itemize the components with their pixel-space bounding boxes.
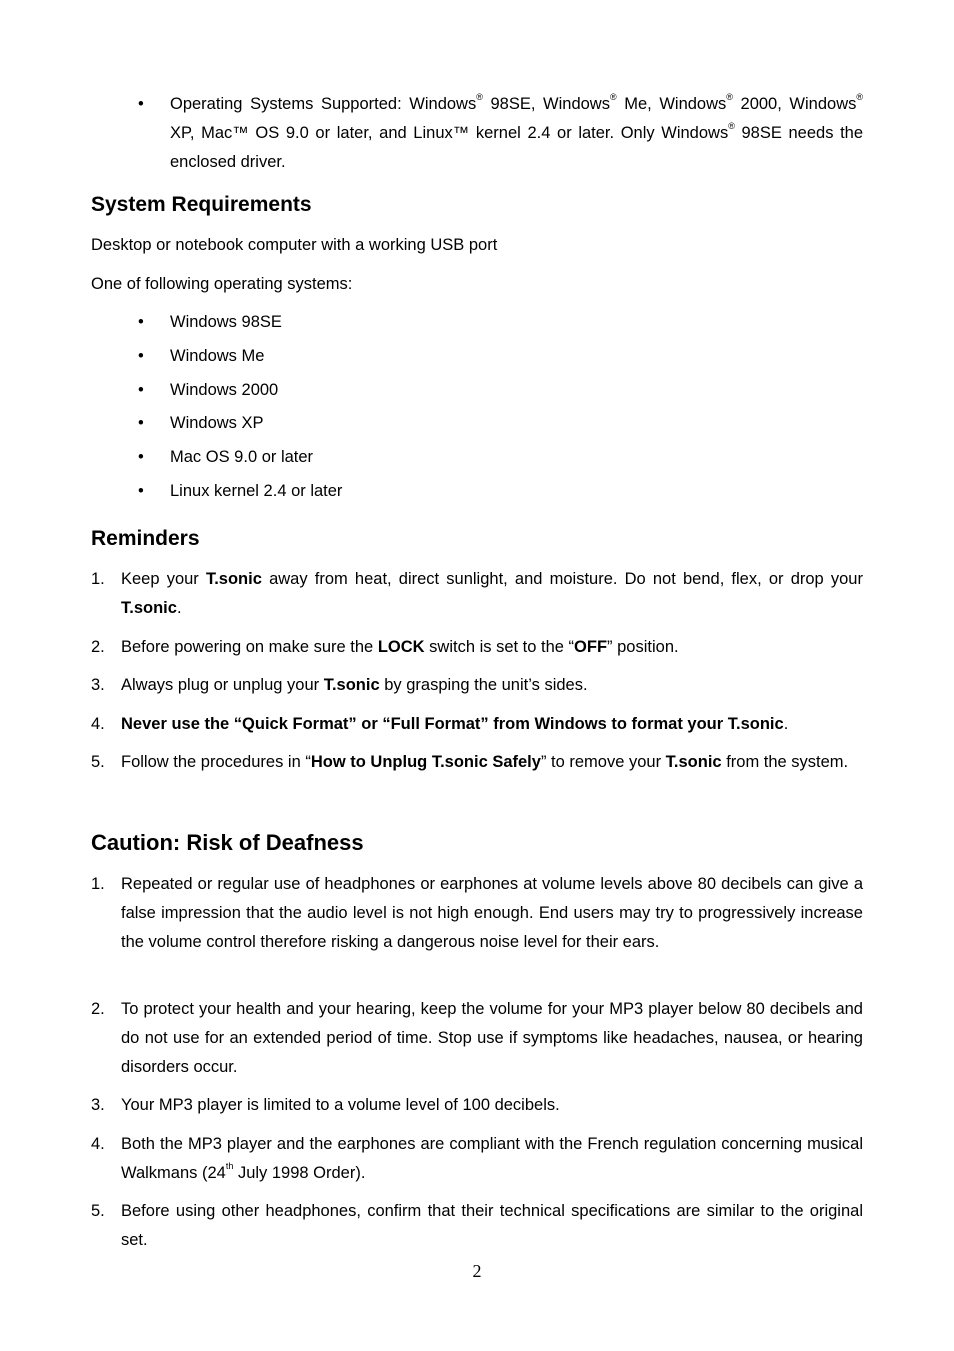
- bullet-icon: •: [138, 347, 144, 365]
- requirement-usb-port: Desktop or notebook computer with a working USB port: [91, 236, 498, 254]
- caution-item-3: 3. Your MP3 player is limited to a volume level of 100 decibels.: [91, 1096, 560, 1114]
- bullet-icon: •: [138, 381, 144, 399]
- bullet-icon: •: [138, 313, 144, 331]
- bullet-icon: •: [138, 414, 144, 432]
- reminder-item-4: 4. Never use the “Quick Format” or “Full Format” from Windows to format your T.sonic.: [91, 715, 789, 733]
- caution-item-1: 1. Repeated or regular use of headphones or earphones at volume levels above 80 decibels can give a false impression that the audio level is not high enough. End users may try to progressively increase the volume control therefore risking a dangerous noise level for their ears.: [91, 875, 863, 951]
- supported-os-bullet: • Operating Systems Supported: Windows® 98SE, Windows® Me, Windows® 2000, Windows® XP, Mac™ OS 9.0 or later, and Linux™ kernel 2.4 or later. Only Windows® 98SE needs the enclosed driver.: [138, 91, 864, 171]
- os-list-item: • Windows XP: [170, 409, 863, 438]
- reminder-item-5: 5. Follow the procedures in “How to Unplug T.sonic Safely” to remove your T.sonic from the system.: [91, 753, 849, 771]
- os-list-item: • Windows Me: [170, 342, 863, 371]
- os-list-item: • Windows 98SE: [170, 308, 863, 337]
- bullet-icon: •: [138, 482, 144, 500]
- reminder-item-1: 1. Keep your T.sonic away from heat, direct sunlight, and moisture. Do not bend, flex, or drop your T.sonic.: [91, 570, 863, 617]
- requirement-os-intro: One of following operating systems:: [91, 275, 353, 293]
- os-list-item: • Windows 2000: [170, 376, 863, 405]
- reminder-item-3: 3. Always plug or unplug your T.sonic by grasping the unit’s sides.: [91, 676, 588, 694]
- bullet-icon: •: [138, 448, 144, 466]
- caution-item-4: 4. Both the MP3 player and the earphones are compliant with the French regulation concerning musical Walkmans (24th July 1998 Order).: [91, 1135, 863, 1182]
- caution-item-5: 5. Before using other headphones, confirm that their technical specifications are similar to the original set.: [91, 1202, 863, 1249]
- system-requirements-heading: System Requirements: [91, 193, 312, 216]
- bullet-icon: •: [138, 95, 144, 113]
- reminders-heading: Reminders: [91, 527, 200, 550]
- caution-item-2: 2. To protect your health and your hearing, keep the volume for your MP3 player below 80 decibels and do not use for an extended period of time. Stop use if symptoms like headaches, nausea, or hearing disorders occur.: [91, 1000, 863, 1076]
- caution-heading: Caution: Risk of Deafness: [91, 830, 364, 855]
- reminder-item-2: 2. Before powering on make sure the LOCK switch is set to the “OFF” position.: [91, 638, 679, 656]
- os-list-item: • Mac OS 9.0 or later: [170, 443, 863, 472]
- os-list-item: • Linux kernel 2.4 or later: [170, 477, 863, 506]
- page-number: 2: [472, 1261, 482, 1281]
